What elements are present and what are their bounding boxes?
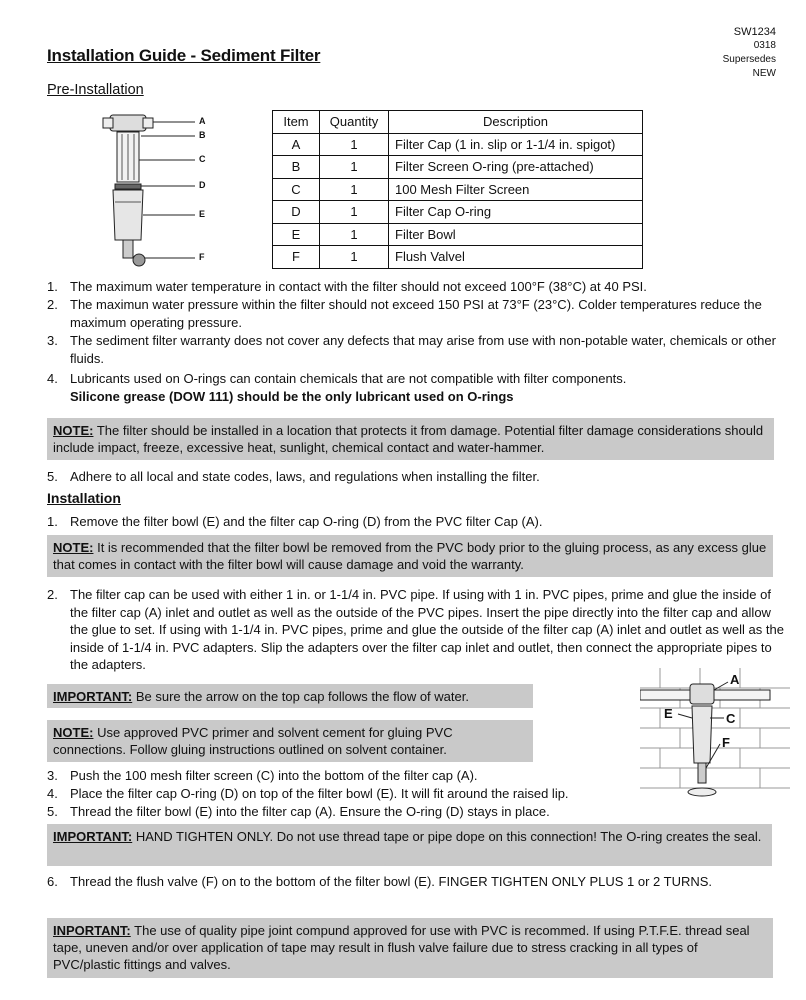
list-item-text: Place the filter cap O-ring (D) on top of the filter bowl (E). It will fit around the raised lip.: [70, 786, 569, 801]
diagram-label-f: F: [722, 735, 730, 750]
filter-cap-inlet-shape: [103, 118, 113, 128]
flush-valve-handle-shape: [133, 254, 145, 266]
diagram-label-a: A: [199, 116, 206, 126]
important-box: [47, 824, 772, 866]
installed-filter-diagram: [640, 668, 790, 803]
list-item-text: Remove the filter bowl (E) and the filter cap O-ring (D) from the PVC filter Cap (A).: [70, 514, 543, 529]
pre-installation-heading: Pre-Installation: [47, 82, 144, 98]
list-item-text: Thread the flush valve (F) on to the bottom of the filter bowl (E). FINGER TIGHTEN ONLY PLUS 1 or 2 TURNS.: [70, 874, 713, 889]
document-date: 0318: [753, 40, 776, 51]
list-item-number: 1.: [47, 514, 58, 529]
flush-valve-shape: [698, 763, 706, 783]
filter-bowl-shape: [113, 190, 143, 240]
list-item-number: 3.: [47, 768, 58, 783]
table-row: [273, 201, 643, 224]
important-box: [47, 918, 773, 978]
important-text: HAND TIGHTEN ONLY. Do not use thread tape or pipe dope on this connection! The O-ring creates the seal.: [135, 829, 762, 844]
list-item: [47, 332, 787, 367]
list-item-number: 5.: [47, 469, 58, 484]
note-label: NOTE:: [53, 423, 94, 438]
table-row: [273, 178, 643, 201]
table-cell-quantity: 1: [320, 156, 389, 179]
note-text: The filter should be installed in a location that protects it from damage. Potential filter damage considerations should include impact, freeze, excessive heat, sunlight, chemical contact and water-hammer.: [53, 423, 764, 455]
list-item-number: 2.: [47, 297, 58, 312]
important-text: The use of quality pipe joint compund approved for use with PVC is recommed. If using P.T.F.E. thread seal tape, uneven and/or over application of tape may result in flush valve failure due to stress cracking in all types of PVC/plastic fittings and valves.: [53, 923, 750, 972]
list-item-bold-text: Silicone grease (DOW 111) should be the only lubricant used on O-rings: [70, 388, 514, 404]
list-item-text: Adhere to all local and state codes, laws, and regulations when installing the filter.: [70, 469, 540, 484]
table-cell-description: Flush Valvel: [389, 246, 643, 269]
table-cell-description: Filter Cap O-ring: [389, 201, 643, 224]
important-text: Be sure the arrow on the top cap follows the flow of water.: [135, 689, 469, 704]
filter-cap-outlet-shape: [143, 118, 153, 128]
diagram-label-d: D: [199, 180, 206, 190]
installation-heading: Installation: [47, 490, 121, 506]
table-cell-item: D: [273, 201, 320, 224]
supersedes-value: NEW: [752, 68, 776, 79]
table-cell-description: 100 Mesh Filter Screen: [389, 178, 643, 201]
column-header-item: Item: [273, 111, 320, 134]
list-item-text: The sediment filter warranty does not cover any defects that may arise from use with non-potable water, chemicals or other fluids.: [70, 333, 776, 366]
list-item: [47, 278, 787, 296]
table-row: [273, 246, 643, 269]
note-label: NOTE:: [53, 725, 94, 740]
list-item-text: Lubricants used on O-rings can contain chemicals that are not compatible with filter components.: [70, 371, 627, 386]
list-item: [47, 468, 787, 486]
list-item-number: 3.: [47, 333, 58, 348]
list-item-number: 5.: [47, 804, 58, 819]
list-item: [47, 785, 637, 803]
important-box: [47, 684, 533, 708]
table-cell-description: Filter Bowl: [389, 223, 643, 246]
table-cell-item: C: [273, 178, 320, 201]
diagram-label-a: A: [730, 672, 740, 687]
important-label: INPORTANT:: [53, 923, 131, 938]
document-code-block: [656, 25, 776, 81]
filter-bowl-shape: [692, 706, 712, 763]
list-item-text: The maximum water temperature in contact with the filter should not exceed 100°F (38°C) at 40 PSI.: [70, 279, 647, 294]
table-cell-item: B: [273, 156, 320, 179]
note-box: [47, 535, 773, 577]
list-item: [47, 513, 787, 531]
table-cell-description: Filter Screen O-ring (pre-attached): [389, 156, 643, 179]
diagram-label-e: E: [664, 706, 673, 721]
flush-valve-shape: [123, 240, 133, 258]
list-item-number: 4.: [47, 371, 58, 386]
filter-cap-shape: [110, 115, 146, 131]
diagram-label-b: B: [199, 130, 206, 140]
list-item-text: Push the 100 mesh filter screen (C) into the bottom of the filter cap (A).: [70, 768, 478, 783]
note-box: [47, 720, 533, 762]
diagram-label-f: F: [199, 252, 205, 262]
list-item-number: 4.: [47, 786, 58, 801]
table-row: [273, 133, 643, 156]
drain-shape: [688, 788, 716, 796]
diagram-label-e: E: [199, 209, 206, 219]
parts-table: [272, 110, 643, 269]
oring-shape: [115, 184, 141, 189]
table-cell-item: F: [273, 246, 320, 269]
list-item-number: 2.: [47, 587, 58, 602]
supersedes-label: Supersedes: [722, 54, 776, 65]
note-label: NOTE:: [53, 540, 94, 555]
page-title: Installation Guide - Sediment Filter: [47, 46, 321, 65]
table-cell-quantity: 1: [320, 246, 389, 269]
list-item: [47, 803, 637, 821]
diagram-label-c: C: [726, 711, 736, 726]
table-cell-quantity: 1: [320, 201, 389, 224]
table-cell-quantity: 1: [320, 133, 389, 156]
filter-cap-shape: [690, 684, 714, 704]
list-item-number: 1.: [47, 279, 58, 294]
list-item: [47, 873, 727, 891]
table-cell-item: E: [273, 223, 320, 246]
important-label: IMPORTANT:: [53, 689, 133, 704]
list-item-number: 6.: [47, 874, 58, 889]
table-cell-quantity: 1: [320, 178, 389, 201]
table-row: [273, 223, 643, 246]
document-code: SW1234: [733, 26, 776, 38]
column-header-quantity: Quantity: [320, 111, 389, 134]
diagram-label-c: C: [199, 154, 206, 164]
note-text: Use approved PVC primer and solvent cement for gluing PVC connections. Follow gluing instructions outlined on solvent container.: [53, 725, 453, 757]
list-item-text: The maximun water pressure within the filter should not exceed 150 PSI at 73°F (23°C). Colder temperatures reduce the maximum operating pressure.: [70, 297, 762, 330]
table-row: [273, 156, 643, 179]
column-header-description: Description: [389, 111, 643, 134]
list-item: [47, 767, 627, 785]
important-label: IMPORTANT:: [53, 829, 133, 844]
list-item-text: The filter cap can be used with either 1 in. or 1-1/4 in. PVC pipe. If using with 1 in. PVC pipes, prime and glue the inside of the filter cap (A) inlet and outlet as well as the outside of the PVC pipes. Insert the pipe directly into the filter cap and allow the glue to set. If using with 1-1/4 in. PVC pipes, prime and glue the outside of the filter cap (A) inlet and outlet as well as the inside of 1-1/4 in. PVC adapters. Slip the adapters over the filter cap inlet and outlet, then connect the appropriate pipes to the adapters.: [70, 587, 784, 672]
note-box: [47, 418, 774, 460]
table-cell-description: Filter Cap (1 in. slip or 1-1/4 in. spigot): [389, 133, 643, 156]
list-item: [47, 370, 787, 405]
list-item-text: Thread the filter bowl (E) into the filter cap (A). Ensure the O-ring (D) stays in place.: [70, 804, 550, 819]
list-item: [47, 296, 787, 331]
table-cell-quantity: 1: [320, 223, 389, 246]
parts-table-header-row: [273, 111, 643, 134]
table-cell-item: A: [273, 133, 320, 156]
note-text: It is recommended that the filter bowl be removed from the PVC body prior to the gluing process, as any excess glue that comes in contact with the filter bowl will cause damage and void the warranty.: [53, 540, 767, 572]
list-item: [47, 586, 787, 674]
